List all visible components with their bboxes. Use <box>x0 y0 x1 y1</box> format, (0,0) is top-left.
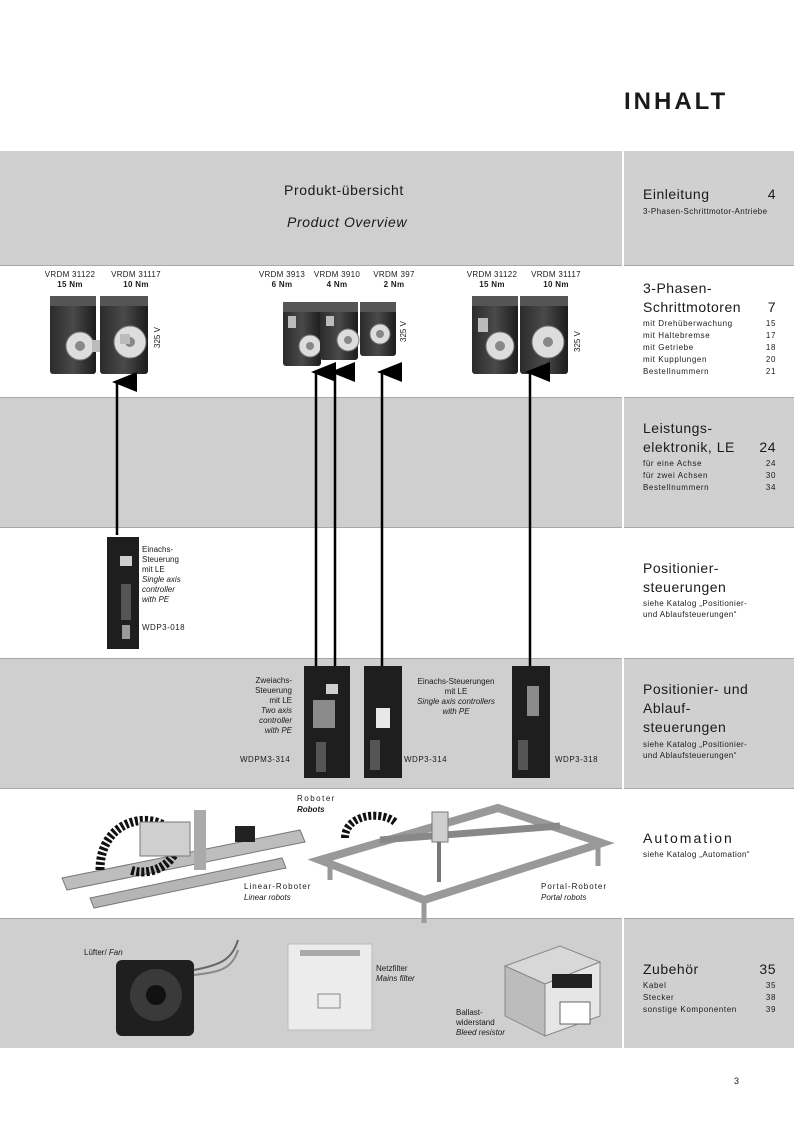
motor-label: VRDM 31117 10 Nm <box>531 270 581 289</box>
motor-label: VRDM 397 2 Nm <box>373 270 415 289</box>
toc-title[interactable]: 3-Phasen- <box>643 280 713 296</box>
bleed-resistor-icon <box>505 946 600 1036</box>
toc-item-page: 17 <box>765 331 776 340</box>
toc-item-page: 38 <box>765 993 776 1002</box>
controller-icon <box>304 666 350 778</box>
motor-icon <box>283 302 321 366</box>
motor-icon <box>520 296 568 374</box>
motor-label: VRDM 31122 15 Nm <box>466 270 518 289</box>
toc-item-page: 18 <box>765 343 776 352</box>
toc-title[interactable]: Leistungs- <box>643 420 713 436</box>
portal-robot-illustration <box>320 808 602 923</box>
page-title: INHALT <box>624 88 729 115</box>
portal-robot-label-en: Portal robots <box>541 893 587 902</box>
toc-desc: siehe Katalog „Positionier- <box>643 599 748 608</box>
toc-item-label: mit Kupplungen <box>643 355 707 364</box>
toc-item-label: mit Getriebe <box>643 343 694 352</box>
portal-robot-label: Portal-Roboter <box>541 882 608 891</box>
robots-heading: Roboter <box>297 794 336 803</box>
toc-item-page: 30 <box>765 471 776 480</box>
motor-icon <box>100 296 148 374</box>
robots-heading-en: Robots <box>297 805 325 814</box>
controller-icon <box>512 666 550 778</box>
toc-item-label: sonstige Komponenten <box>643 1005 737 1014</box>
toc-item-label: Bestellnummern <box>643 483 710 492</box>
motor-label: VRDM 31122 15 Nm <box>44 270 96 289</box>
linear-robot-label-en: Linear robots <box>244 893 291 902</box>
toc-title[interactable]: steuerungen <box>643 579 727 595</box>
toc-item-page: 20 <box>765 355 776 364</box>
model-label: WDP3-314 <box>404 755 448 764</box>
toc-page: 24 <box>759 439 776 455</box>
motor-icon <box>472 296 518 374</box>
toc-item-label: Kabel <box>643 981 667 990</box>
controller-label: Einachs-Steuerungen mit LE Single axis controllers with PE <box>417 677 495 716</box>
motor-label: VRDM 31117 10 Nm <box>111 270 161 289</box>
overview-title-en: Product Overview <box>287 214 408 230</box>
ballast-label: Ballast- widerstand Bleed resistor <box>456 1008 505 1037</box>
toc-title[interactable]: Ablauf- <box>643 700 691 716</box>
toc-item-page: 35 <box>765 981 776 990</box>
toc-page: 4 <box>767 186 776 202</box>
motor-icon <box>360 302 396 356</box>
toc-item-page: 15 <box>765 319 776 328</box>
toc-item-label: mit Haltebremse <box>643 331 711 340</box>
toc-automation[interactable]: Automation <box>643 830 734 846</box>
motor-label: VRDM 3913 6 Nm <box>258 270 306 289</box>
toc-item-label: für eine Achse <box>643 459 703 468</box>
toc-item-page: 39 <box>765 1005 776 1014</box>
controller-label: Zweiachs- Steuerung mit LE Two axis controller with PE <box>255 676 292 735</box>
toc-title[interactable]: Positionier- und <box>643 681 749 697</box>
toc-page: 35 <box>759 961 776 977</box>
linear-robot-label: Linear-Roboter <box>244 882 312 891</box>
controller-label: Einachs- Steuerung mit LE Single axis controller with PE <box>142 545 181 604</box>
overview-title-de: Produkt-übersicht <box>284 182 404 198</box>
toc-item-page: 21 <box>765 367 776 376</box>
motor-label: VRDM 3910 4 Nm <box>313 270 361 289</box>
model-label: WDPM3-314 <box>240 755 291 764</box>
toc-item-label: für zwei Achsen <box>643 471 709 480</box>
toc-title[interactable]: Positionier- <box>643 560 720 576</box>
voltage-label: 325 V <box>153 327 162 348</box>
toc-desc: siehe Katalog „Automation“ <box>643 850 750 859</box>
toc-title[interactable]: steuerungen <box>643 719 727 735</box>
motor-icon <box>50 296 102 374</box>
page-number: 3 <box>734 1076 740 1086</box>
toc-title: Einleitung <box>643 186 710 202</box>
toc-title: elektronik, LE <box>643 439 735 455</box>
controller-icon <box>107 537 139 649</box>
toc-item-label: mit Drehüberwachung <box>643 319 733 328</box>
model-label: WDP3-018 <box>142 623 186 632</box>
mains-filter-icon <box>288 944 372 1030</box>
voltage-label: 325 V <box>399 321 408 342</box>
toc-item-page: 24 <box>765 459 776 468</box>
toc-item-label: Stecker <box>643 993 675 1002</box>
fan-icon <box>116 940 238 1036</box>
motor-icon <box>320 302 359 360</box>
toc-desc: siehe Katalog „Positionier- <box>643 740 748 749</box>
toc-item-page: 34 <box>765 483 776 492</box>
filter-label: Netzfilter Mains filter <box>376 964 415 983</box>
fan-label: Lüfter/ Fan <box>84 948 123 957</box>
toc-page: 7 <box>767 299 776 315</box>
voltage-label: 325 V <box>573 331 582 352</box>
toc-title: Schrittmotoren <box>643 299 742 315</box>
toc-desc: und Ablaufsteuerungen“ <box>643 610 737 619</box>
model-label: WDP3-318 <box>555 755 599 764</box>
toc-desc: 3-Phasen-Schrittmotor-Antriebe <box>643 207 768 216</box>
toc-desc: und Ablaufsteuerungen“ <box>643 751 737 760</box>
controller-icon <box>364 666 402 778</box>
toc-item-label: Bestellnummern <box>643 367 710 376</box>
toc-title: Zubehör <box>643 961 699 977</box>
